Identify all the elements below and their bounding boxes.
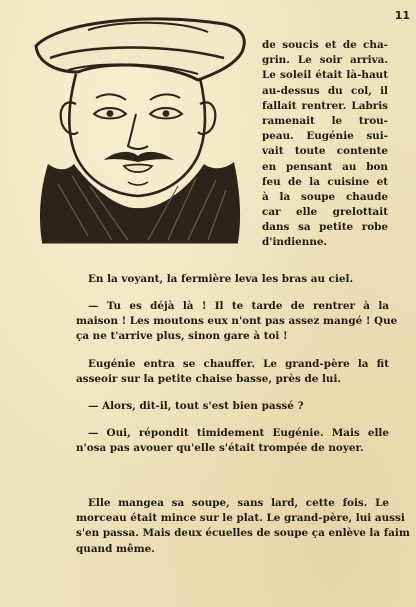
- text-line: — Tu es déjà là ! Il te tarde de rentrer à la: [88, 300, 389, 312]
- man-portrait-illustration: [28, 14, 260, 246]
- text-line: de soucis et de cha-: [262, 39, 388, 51]
- column-paragraph: [262, 38, 388, 251]
- scarf: [40, 162, 240, 242]
- text-line: asseoir sur la petite chaise basse, près de lui.: [76, 373, 342, 386]
- text-line: au-dessus du col, il: [262, 84, 388, 97]
- face-outline: [69, 74, 205, 196]
- paragraph-1: [88, 272, 389, 287]
- text-line: grin. Le soir arriva.: [262, 54, 388, 67]
- text-line: En la voyant, la fermière leva les bras au ciel.: [88, 273, 354, 285]
- page-number: 11: [394, 9, 410, 22]
- text-line: maison ! Les moutons eux n'ont pas assez mangé ! Que: [76, 315, 398, 328]
- right-ear: [198, 102, 215, 134]
- text-line: en pensant au bon: [262, 160, 388, 173]
- text-line: fallait rentrer. Labris: [262, 99, 388, 112]
- mustache: [104, 152, 174, 162]
- text-line: quand même.: [76, 542, 155, 555]
- text-line: ça ne t'arrive plus, sinon gare à toi !: [76, 330, 288, 343]
- text-line: s'en passa. Mais deux écuelles de soupe ça enlève la faim: [76, 527, 410, 540]
- text-line: d'indienne.: [262, 236, 328, 249]
- text-line: morceau était mince sur le plat. Le grand-père, lui aussi: [76, 512, 405, 525]
- text-line: feu de la cuisine et: [262, 175, 388, 188]
- text-line: — Alors, dit-il, tout s'est bien passé ?: [88, 400, 304, 412]
- paragraph-3: [76, 357, 389, 387]
- text-line: Le soleil était là-haut: [262, 69, 388, 82]
- paragraph-5: [76, 426, 389, 456]
- paragraph-2: [76, 299, 398, 345]
- text-line: n'osa pas avouer qu'elle s'était trompée de noyer.: [76, 442, 364, 455]
- paragraph-4: [88, 399, 389, 414]
- text-line: Elle mangea sa soupe, sans lard, cette fois. Le: [88, 497, 389, 509]
- paragraph-6: [76, 496, 410, 557]
- text-line: — Oui, répondit timidement Eugénie. Mais elle: [88, 427, 389, 439]
- nose: [128, 114, 148, 149]
- hat-brim: [36, 19, 244, 80]
- text-line: peau. Eugénie sui-: [262, 130, 388, 143]
- text-line: ramenait le trou-: [262, 114, 388, 127]
- text-line: Eugénie entra se chauffer. Le grand-père la fit: [88, 358, 389, 370]
- text-line: dans sa petite robe: [262, 221, 388, 234]
- text-line: vait toute contente: [262, 145, 388, 158]
- text-line: car elle grelottait: [262, 206, 388, 219]
- text-line: à la soupe chaude: [262, 190, 388, 203]
